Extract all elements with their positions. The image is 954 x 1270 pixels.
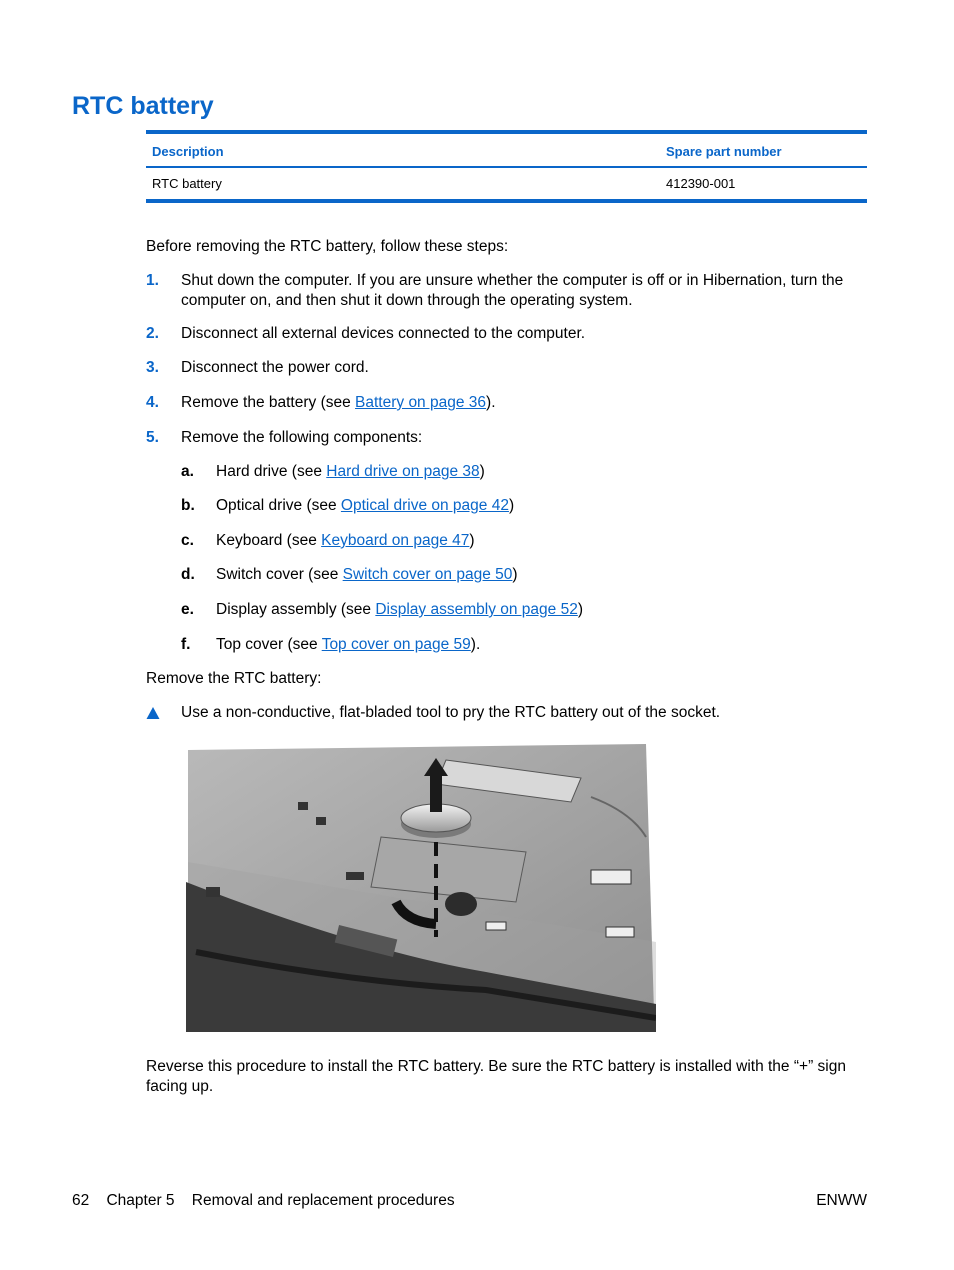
- link-top-cover[interactable]: Top cover on page 59: [321, 636, 471, 653]
- substep-text: [216, 565, 866, 585]
- caution-step: [146, 703, 866, 723]
- substep-text-post: ): [512, 566, 518, 583]
- substep-text: [216, 462, 866, 482]
- substep-f: [181, 635, 866, 655]
- link-display-assembly[interactable]: Display assembly on page 52: [375, 601, 578, 618]
- link-optical-drive[interactable]: Optical drive on page 42: [340, 497, 509, 514]
- footer-left: [72, 1192, 455, 1210]
- step-text: [181, 393, 866, 413]
- substep-text-pre: Display assembly (see: [216, 601, 376, 618]
- link-battery[interactable]: Battery on page 36: [355, 394, 487, 411]
- chapter-label: Chapter 5: [106, 1192, 175, 1209]
- table-header-row: [146, 132, 867, 167]
- substep-text-post: ): [469, 532, 475, 549]
- remove-intro-text: Remove the RTC battery:: [146, 670, 322, 687]
- substep-text-post: ).: [470, 636, 481, 653]
- link-keyboard[interactable]: Keyboard on page 47: [321, 532, 470, 549]
- step-number: 3.: [146, 359, 159, 376]
- substep-letter: d.: [181, 566, 195, 583]
- page-number: 62: [72, 1192, 90, 1209]
- page-title: RTC battery: [72, 92, 214, 120]
- substep-text: [216, 531, 866, 551]
- step-number: 1.: [146, 272, 159, 289]
- substep-a: [181, 462, 866, 482]
- rtc-battery-illustration: [186, 742, 656, 1032]
- step-number: 4.: [146, 394, 159, 411]
- substep-letter: e.: [181, 601, 194, 618]
- step-text: Disconnect the power cord.: [181, 359, 369, 376]
- substep-text-pre: Keyboard (see: [216, 532, 322, 549]
- substep-c: [181, 531, 866, 551]
- cell-part-number: 412390-001: [666, 176, 736, 191]
- substep-letter: f.: [181, 636, 191, 653]
- step-1: [146, 271, 866, 311]
- step-text: Shut down the computer. If you are unsure whether the computer is off or in Hibernation, turn the computer on, and then shut it down through the operating system.: [181, 272, 844, 309]
- substep-e: [181, 600, 866, 620]
- step-4: [146, 393, 866, 413]
- substep-letter: a.: [181, 463, 194, 480]
- step-2: [146, 324, 866, 344]
- cell-description: RTC battery: [152, 176, 222, 191]
- step-text-pre: Remove the battery (see: [181, 394, 356, 411]
- substep-text-post: ): [577, 601, 584, 618]
- substep-text: [216, 600, 866, 620]
- step-3: [146, 358, 866, 378]
- caution-step-text: Use a non-conductive, flat-bladed tool to pry the RTC battery out of the socket.: [181, 704, 721, 721]
- substep-letter: c.: [181, 532, 194, 549]
- substep-text-pre: Hard drive (see: [216, 463, 327, 480]
- link-switch-cover[interactable]: Switch cover on page 50: [342, 566, 513, 583]
- step-text-post: ).: [486, 394, 496, 411]
- header-description: Description: [146, 132, 660, 167]
- substep-text-pre: Optical drive (see: [216, 497, 341, 514]
- reverse-text: Reverse this procedure to install the RTC battery. Be sure the RTC battery is installed with the “+” sign facing up.: [146, 1058, 846, 1095]
- substep-text-post: ): [479, 463, 485, 480]
- table-row: [146, 167, 867, 201]
- substep-text: [216, 635, 866, 655]
- step-number: 5.: [146, 429, 159, 446]
- substep-text: [216, 496, 866, 516]
- substep-text-pre: Top cover (see: [216, 636, 322, 653]
- substep-b: [181, 496, 866, 516]
- link-hard-drive[interactable]: Hard drive on page 38: [326, 463, 480, 480]
- substep-text-post: ): [508, 497, 515, 514]
- step-number: 2.: [146, 325, 159, 342]
- chapter-title: Removal and replacement procedures: [191, 1192, 455, 1209]
- triangle-icon: [146, 706, 160, 720]
- header-spare-part-number: Spare part number: [660, 132, 867, 167]
- step-5: [146, 428, 866, 448]
- step-text: Remove the following components:: [181, 429, 423, 446]
- footer-right: ENWW: [816, 1192, 867, 1209]
- substep-d: [181, 565, 866, 585]
- intro-text: Before removing the RTC battery, follow these steps:: [146, 238, 509, 255]
- spare-parts-table: [146, 130, 867, 203]
- substep-text-pre: Switch cover (see: [216, 566, 343, 583]
- step-text: Disconnect all external devices connected to the computer.: [181, 325, 586, 342]
- substep-letter: b.: [181, 497, 195, 514]
